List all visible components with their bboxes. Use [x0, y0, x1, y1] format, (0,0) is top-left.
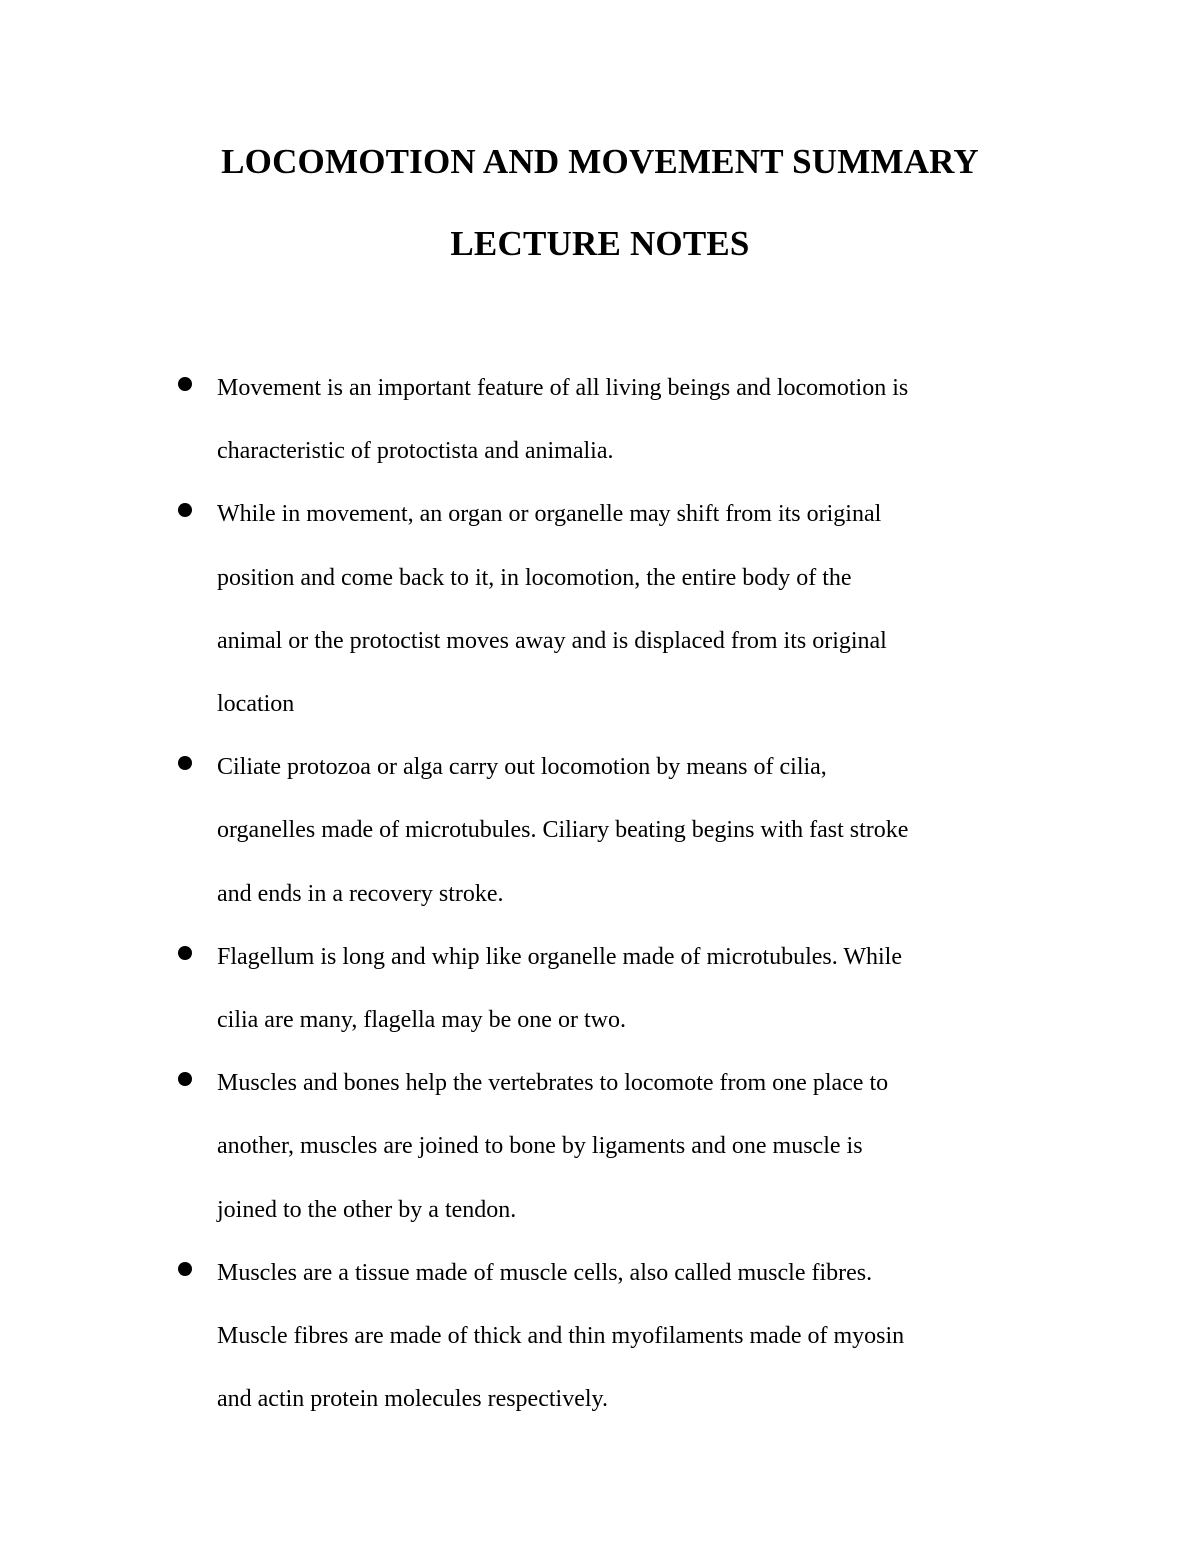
bullet-item — [0, 736, 1200, 926]
bullet-line: and actin protein molecules respectively. — [217, 1386, 608, 1413]
bullet-line: organelles made of microtubules. Ciliary beating begins with fast stroke — [217, 817, 909, 844]
bullet-text — [217, 1052, 1017, 1242]
bullet-line: another, muscles are joined to bone by ligaments and one muscle is — [217, 1133, 863, 1160]
bullet-item — [0, 357, 1200, 483]
bullet-line: characteristic of protoctista and animalia. — [217, 438, 614, 465]
bullet-text — [217, 483, 1017, 736]
bullet-line: Ciliate protozoa or alga carry out locomotion by means of cilia, — [217, 754, 827, 781]
bullet-line: Muscles are a tissue made of muscle cells, also called muscle fibres. — [217, 1259, 873, 1286]
bullet-text — [217, 926, 1017, 1052]
bullet-line: Muscles and bones help the vertebrates to locomote from one place to — [217, 1070, 889, 1097]
bullet-line: location — [217, 691, 295, 718]
bullet-dot-icon — [178, 1072, 192, 1086]
bullet-line: Flagellum is long and whip like organelle made of microtubules. While — [217, 943, 902, 970]
bullet-line: While in movement, an organ or organelle may shift from its original — [217, 501, 882, 528]
document-title-line-2: LECTURE NOTES — [450, 224, 750, 263]
bullet-item — [0, 926, 1200, 1052]
bullet-dot-icon — [178, 503, 192, 517]
bullet-dot-icon — [178, 1262, 192, 1276]
bullet-line: position and come back to it, in locomotion, the entire body of the — [217, 564, 852, 591]
bullet-line: animal or the protoctist moves away and is displaced from its original — [217, 627, 887, 654]
bullet-line: Muscle fibres are made of thick and thin myofilaments made of myosin — [217, 1323, 905, 1350]
bullet-line: and ends in a recovery stroke. — [217, 880, 504, 907]
bullet-item — [0, 1242, 1200, 1432]
document-title-line-1: LOCOMOTION AND MOVEMENT SUMMARY — [221, 142, 979, 181]
bullet-item — [0, 483, 1200, 736]
bullet-dot-icon — [178, 946, 192, 960]
bullet-dot-icon — [178, 377, 192, 391]
bullet-line: Movement is an important feature of all living beings and locomotion is — [217, 375, 909, 401]
bullet-list — [0, 357, 1200, 1431]
bullet-item — [0, 1052, 1200, 1242]
bullet-text — [217, 1242, 1017, 1432]
bullet-dot-icon — [178, 756, 192, 770]
bullet-text — [217, 736, 1017, 926]
bullet-text — [217, 357, 1017, 483]
bullet-line: joined to the other by a tendon. — [217, 1196, 517, 1223]
bullet-line: cilia are many, flagella may be one or two. — [217, 1007, 626, 1034]
